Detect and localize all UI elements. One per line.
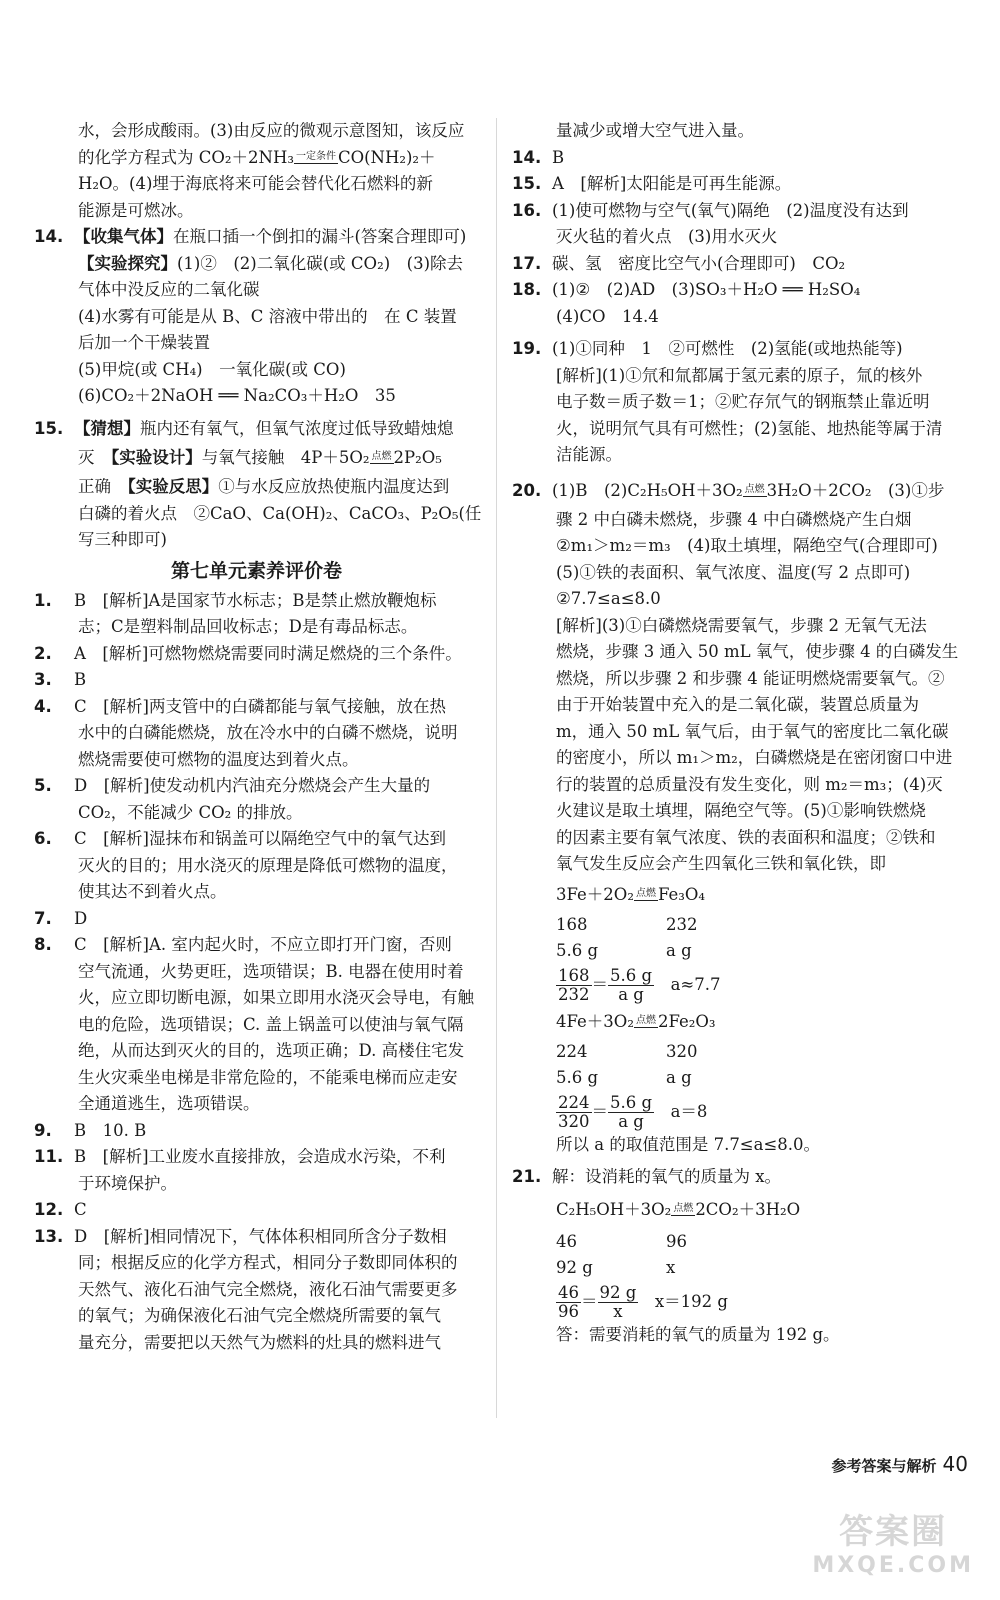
answer-text: 燃烧需要使可燃物的温度达到着火点。 xyxy=(78,749,359,769)
text-line: H₂O。(4)埋于海底将来可能会替代化石燃料的新 xyxy=(78,174,433,193)
answer-text: 生火灾乘坐电梯是非常危险的，不能乘电梯而应走安 xyxy=(78,1067,458,1087)
text-line: ②7.7≤a≤8.0 xyxy=(556,589,661,608)
answer-text: D [解析]相同情况下，气体体积相同所含分子数相 xyxy=(74,1226,447,1246)
answer-19: 19. (1)①同种 1 ②可燃性 (2)氢能(或地热能等) xyxy=(512,339,903,358)
answer-item xyxy=(34,826,479,853)
answer-number: 11. xyxy=(34,1147,64,1166)
text-line: 灭火毡的着火点 (3)用水灭火 xyxy=(556,227,778,246)
right-column xyxy=(512,118,972,1348)
fraction-line: $\frac{168}{232}$ ＝ $\frac{5.6 g}{\text{a g}}$ a≈7.7 xyxy=(558,965,721,1004)
text-line: 46 96 xyxy=(556,1231,687,1251)
fraction: $\frac{5.6 g}{\text{a g}}$ xyxy=(610,1092,653,1131)
text-line: 的密度小，所以 m₁＞m₂，白磷燃烧是在密闭窗口中进 xyxy=(556,748,953,767)
answer-item xyxy=(34,773,479,800)
answer-20: 20. (1)B (2)C₂H₅OH＋3O₂ 点燃 3H₂O＋2CO₂ (3)①步 xyxy=(512,480,945,500)
answer-item xyxy=(34,1224,479,1251)
answer-continuation xyxy=(34,853,479,880)
text-line: 92 g x xyxy=(556,1258,676,1277)
text-line: 答：需要消耗的氧气的质量为 192 g。 xyxy=(556,1324,840,1344)
answer-continuation xyxy=(34,1091,479,1118)
answer-number: 8. xyxy=(34,935,52,954)
text-line: ②m₁＞m₂＝m₃ (4)取土填埋，隔绝空气(合理即可) xyxy=(556,536,938,555)
equation-line: 4Fe＋3O₂ 点燃 2Fe₂O₃ xyxy=(556,1011,716,1031)
answer-number: 9. xyxy=(34,1120,52,1140)
answer-item xyxy=(34,667,479,694)
fraction: $\frac{224}{320}$ xyxy=(558,1092,590,1131)
fraction: $\frac{92 g}{x}$ xyxy=(599,1282,637,1321)
text-line: 后加一个干燥装置 xyxy=(78,333,210,352)
text-line: 火建议是取土填埋，隔绝空气等。(5)①影响铁燃烧 xyxy=(556,801,926,820)
answer-item xyxy=(34,1118,479,1145)
answer-15: 15. 【猜想】瓶内还有氧气，但氧气浓度过低导致蜡烛熄 xyxy=(34,418,454,438)
text-line: 燃烧，所以步骤 2 和步骤 4 能证明燃烧需要氧气。② xyxy=(556,668,945,688)
answer-18: 18. (1)② (2)AD (3)SO₃＋H₂O ══ H₂SO₄ xyxy=(512,280,861,299)
answer-number: 6. xyxy=(34,829,52,848)
text-line: 5.6 g a g xyxy=(556,1068,692,1087)
answer-text: 全通道逃生，选项错误。 xyxy=(78,1094,260,1113)
answer-continuation xyxy=(34,747,479,774)
answer-continuation xyxy=(34,1330,479,1357)
text-line: 能源是可燃冰。 xyxy=(78,200,194,220)
text-line: 行的装置的总质量没有发生变化，则 m₂＝m₃；(4)灭 xyxy=(556,774,943,794)
answer-text: B xyxy=(74,670,87,689)
text-line: 火，说明氘气具有可燃性；(2)氢能、地热能等属于清 xyxy=(556,418,943,438)
text-line: (6)CO₂＋2NaOH ══ Na₂CO₃＋H₂O 35 xyxy=(78,386,396,405)
answer-text: C [解析]两支管中的白磷都能与氧气接触，放在热 xyxy=(74,696,446,716)
section-title: 第七单元素养评价卷 xyxy=(170,559,342,582)
fraction: $\frac{5.6 g}{\text{a g}}$ xyxy=(610,965,653,1004)
text-line: 气体中没反应的二氧化碳 xyxy=(78,280,260,299)
text-line: 洁能源。 xyxy=(556,445,622,464)
answer-15: 15. A [解析]太阳能是可再生能源。 xyxy=(512,174,792,193)
answer-number: 4. xyxy=(34,696,52,716)
answer-item xyxy=(34,588,479,615)
answer-continuation xyxy=(34,1303,479,1330)
fraction-line: $\frac{224}{320}$ ＝ $\frac{5.6 g}{\text{a g}}$ a＝8 xyxy=(558,1092,708,1131)
answer-text: 的氧气；为确保液化石油气完全燃烧所需要的氧气 xyxy=(78,1306,441,1325)
answer-text: 绝，从而达到灭火的目的，选项正确；D. 高楼住宅发 xyxy=(78,1041,465,1060)
answer-text: B [解析]A是国家节水标志；B是禁止燃放鞭炮标 xyxy=(74,590,437,610)
text-line: 正确 【实验反思】①与水反应放热使瓶内温度达到 xyxy=(78,477,450,496)
answer-text: 同；根据反应的化学方程式，相同分子数即同体积的 xyxy=(78,1253,458,1272)
reaction-condition: 点燃 xyxy=(635,887,656,899)
answer-item xyxy=(34,641,479,668)
text-line: 5.6 g a g xyxy=(556,941,692,960)
answer-continuation xyxy=(34,1012,479,1039)
answer-text: 使其达不到着火点。 xyxy=(78,882,227,901)
answer-text: 灭火的目的；用水浇灭的原理是降低可燃物的温度， xyxy=(78,855,458,875)
answer-14: 14. 【收集气体】在瓶口插一个倒扣的漏斗(答案合理即可) xyxy=(34,227,467,246)
answer-text: CO₂，不能减少 CO₂ 的排放。 xyxy=(78,802,303,822)
answer-number: 1. xyxy=(34,590,52,610)
answer-continuation xyxy=(34,879,479,906)
text-line: 白磷的着火点 ②CaO、Ca(OH)₂、CaCO₃、P₂O₅(任 xyxy=(78,503,482,523)
text-line: 【实验探究】(1)② (2)二氧化碳(或 CO₂) (3)除去 xyxy=(78,253,464,273)
left-column xyxy=(34,118,482,1356)
text-line: 燃烧，步骤 3 通入 50 mL 氧气，使步骤 4 的白磷发生 xyxy=(556,642,959,661)
watermark xyxy=(812,1504,974,1578)
answer-text: D xyxy=(74,908,88,928)
text-line: 168 232 xyxy=(556,914,698,934)
text-line: 224 320 xyxy=(556,1041,698,1061)
answer-17: 17. 碳、氢 密度比空气小(合理即可) CO₂ xyxy=(512,253,846,273)
answer-continuation xyxy=(34,800,479,827)
answer-continuation xyxy=(34,614,479,641)
answer-text: A [解析]可燃物燃烧需要同时满足燃烧的三个条件。 xyxy=(74,643,462,663)
answer-continuation xyxy=(34,1171,479,1198)
answer-list xyxy=(34,588,479,1357)
answer-number: 13. xyxy=(34,1226,64,1246)
text-line: 由于开始装置中充入的是二氧化碳，装置总质量为 xyxy=(556,695,919,714)
text-line: (5)①铁的表面积、氧气浓度、温度(写 2 点即可) xyxy=(556,562,911,582)
text-line: 所以 a 的取值范围是 7.7≤a≤8.0。 xyxy=(556,1134,821,1154)
text-line: (4)水雾有可能是从 B、C 溶液中带出的 在 C 装置 xyxy=(78,306,457,326)
answer-number: 3. xyxy=(34,670,52,689)
answer-text: 电的危险，选项错误；C. 盖上锅盖可以使油与氧气隔 xyxy=(78,1014,464,1034)
answer-text: B [解析]工业废水直接排放，会造成水污染，不利 xyxy=(74,1147,446,1166)
watermark-url: MXQE.COM xyxy=(812,1553,974,1578)
text-line: [解析](1)①氘和氚都属于氢元素的原子，氚的核外 xyxy=(556,365,923,385)
answer-item xyxy=(34,1197,479,1224)
footer-title: 参考答案与解析 xyxy=(831,1457,937,1475)
equation-line: C₂H₅OH＋3O₂ 点燃 2CO₂＋3H₂O xyxy=(556,1199,801,1219)
answer-number: 2. xyxy=(34,643,52,663)
text-line: (4)CO 14.4 xyxy=(556,306,659,326)
answer-continuation xyxy=(34,1065,479,1092)
text-line: (5)甲烷(或 CH₄) 一氧化碳(或 CO) xyxy=(78,359,346,379)
answer-text: C xyxy=(74,1200,87,1219)
answer-number: 7. xyxy=(34,908,52,928)
text-line: 电子数＝质子数＝1；②贮存氘气的钢瓶禁止靠近明 xyxy=(556,392,930,411)
text-line: 氧气发生反应会产生四氧化三铁和氧化铁，即 xyxy=(556,854,886,873)
answer-continuation xyxy=(34,1277,479,1304)
answer-item xyxy=(34,906,479,933)
text-line: [解析](3)①白磷燃烧需要氧气，步骤 2 无氧气无法 xyxy=(556,615,927,635)
answer-21: 21. 解：设消耗的氧气的质量为 x。 xyxy=(512,1167,782,1186)
text-line: 骤 2 中白磷未燃烧，步骤 4 中白磷燃烧产生白烟 xyxy=(556,509,912,529)
reaction-condition: 一定条件 xyxy=(295,150,336,162)
reaction-condition: 点燃 xyxy=(673,1202,694,1214)
reaction-condition: 点燃 xyxy=(371,451,392,462)
answer-item xyxy=(34,694,479,721)
answer-text: B 10. B xyxy=(74,1120,147,1140)
answer-text: 水中的白磷能燃烧，放在冷水中的白磷不燃烧，说明 xyxy=(78,723,458,742)
watermark-logo: 答案圈 xyxy=(839,1512,948,1552)
fraction: $\frac{168}{232}$ xyxy=(558,965,590,1004)
equation-line: 的化学方程式为 CO₂＋2NH₃ 一定条件 CO(NH₂)₂＋ xyxy=(78,147,436,167)
answer-number: 12. xyxy=(34,1200,64,1219)
page-footer xyxy=(832,1452,968,1476)
answer-continuation xyxy=(34,1250,479,1277)
equation-line: 3Fe＋2O₂ 点燃 Fe₃O₄ xyxy=(556,884,706,904)
fraction-line: $\frac{46}{96}$ ＝ $\frac{92 g}{x}$ x＝192 g xyxy=(558,1282,728,1321)
text-line: 的因素主要有氧气浓度、铁的表面积和温度；②铁和 xyxy=(556,827,936,847)
text-line: 量减少或增大空气进入量。 xyxy=(556,121,754,140)
answer-14: 14. B xyxy=(512,147,565,167)
answer-text: C [解析]A. 室内起火时，不应立即打开门窗，否则 xyxy=(74,935,452,954)
answer-text: 火，应立即切断电源，如果立即用水浇灭会导电，有触 xyxy=(78,988,474,1007)
answer-text: 志；C是塑料制品回收标志；D是有毒品标志。 xyxy=(78,617,418,636)
answer-item xyxy=(34,932,479,959)
column-divider xyxy=(496,118,497,1418)
answer-number: 5. xyxy=(34,776,52,795)
answer-16: 16. (1)使可燃物与空气(氧气)隔绝 (2)温度没有达到 xyxy=(512,200,909,220)
answer-text: 空气流通，火势更旺，选项错误；B. 电器在使用时着 xyxy=(78,961,464,981)
answer-text: C [解析]湿抹布和锅盖可以隔绝空气中的氧气达到 xyxy=(74,829,446,848)
reaction-condition: 点燃 xyxy=(744,483,765,495)
text-line: 写三种即可) xyxy=(78,530,167,549)
equation-line: 灭 【实验设计】与氧气接触 4P＋5O₂ 点燃 2P₂O₅ xyxy=(78,448,442,467)
text-line: m，通入 50 mL 氧气后，由于氧气的密度比二氧化碳 xyxy=(556,721,949,741)
page-number: 40 xyxy=(942,1452,968,1476)
answer-item xyxy=(34,1144,479,1171)
answer-text: 于环境保护。 xyxy=(78,1173,177,1193)
answer-continuation xyxy=(34,959,479,986)
answer-text: D [解析]使发动机内汽油充分燃烧会产生大量的 xyxy=(74,776,431,795)
answer-text: 天然气、液化石油气完全燃烧，液化石油气需要更多 xyxy=(78,1279,458,1299)
fraction: $\frac{46}{96}$ xyxy=(558,1282,579,1321)
answer-text: 量充分，需要把以天然气为燃料的灶具的燃料进气 xyxy=(78,1332,441,1352)
answer-continuation xyxy=(34,985,479,1012)
answer-continuation xyxy=(34,1038,479,1065)
text-line: 水，会形成酸雨。(3)由反应的微观示意图知，该反应 xyxy=(78,121,465,140)
answer-continuation xyxy=(34,720,479,747)
reaction-condition: 点燃 xyxy=(635,1014,656,1026)
